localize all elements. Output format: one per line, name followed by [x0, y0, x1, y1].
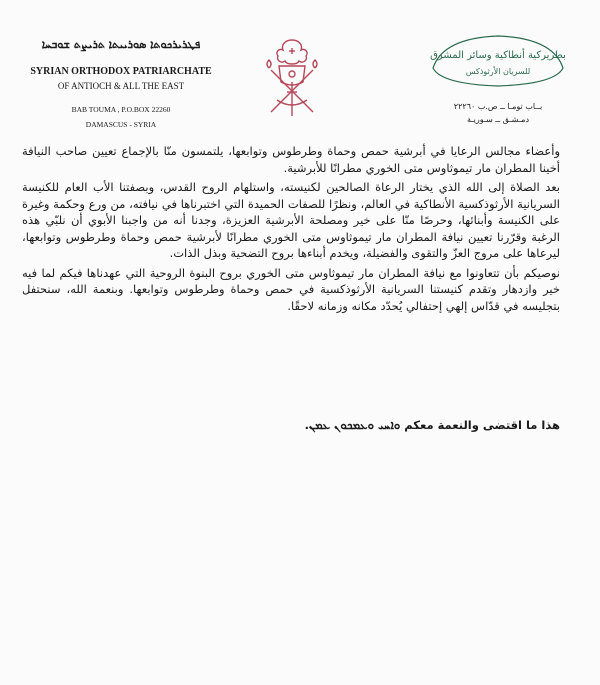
letter-body — [22, 143, 560, 317]
letterhead-right — [408, 30, 588, 124]
letterhead-left — [16, 38, 226, 129]
paragraph-2: بعد الصلاة إلى الله الذي يختار الرعاة الصالحين لكنيسته، واستلهام الروح القدس، وبصفتنا الأب العام للكنيسة السريانية الأرثوذكسية الأنطاكية في العالم، ونظرًا للصفات الحميدة التي اختبرناها في نيافته، من ورع وحكمة وغيرة على الكنيسة وأبنائها، وحرصًا منّا على خير ومصلحة الأبرشية العزيزة، وجدنا أنه من واجبنا الأبوي أن نلبّي هذه الرغبة وقرّرنا تعيين نيافة المطران مار تيموثاوس متى الخوري مطرانًا لأبرشية حمص وحماة وطرطوس وتوابعها، ليرعاها على مروج العزّ والتقوى والفضيلة، ويخدم أبناءها بروح التضحية وبذل الذات. — [22, 180, 560, 260]
closing-line: هذا ما اقتضى والنعمة معكم ܘܐܚܝ ܘܥܡܟܘܢ ܥܡܢ. — [304, 418, 560, 432]
patriarchal-emblem-icon — [257, 36, 327, 120]
paragraph-1: وأعضاء مجالس الرعايا في أبرشية حمص وحماة وطرطوس وتوابعها، يلتمسون منّا بالإجماع تعيين صاحب النيافة أخينا المطران مار تيموثاوس متى الخوري مطرانًا للأبرشية. — [22, 144, 560, 175]
patriarchate-name: SYRIAN ORTHODOX PATRIARCHATE — [30, 66, 212, 77]
arabic-address: بــاب تومـا ــ ص.ب ٢٢٢٦٠ — [453, 102, 543, 111]
address-line: BAB TOUMA , P.O.BOX 22260 — [71, 105, 171, 114]
patriarchate-subtitle: OF ANTIOCH & ALL THE EAST — [57, 81, 185, 91]
city-line: DAMASCUS - SYRIA — [85, 120, 157, 129]
arabic-city: دمـشـق ــ سـوريـة — [466, 115, 530, 124]
calligraphy-seal-icon — [423, 30, 573, 90]
paragraph-3: نوصيكم بأن تتعاونوا مع نيافة المطران مار تيموثاوس متى الخوري بروح البنوة الروحية التي عهدناها فيكم لما فيه خير وازدهار وتقدم كنيستنا السريانية الأرثوذكسية في حمص وحماة وطرطوس وتوابعها. وبنعمة الله، سنحتفل بتجليسه في قدّاس إلهي إحتفالي يُحدّد مكانه وزمانه لاحقًا. — [22, 265, 560, 313]
seal-subtext: للسريان الأرثوذكس — [465, 67, 531, 76]
syriac-title: ܦܛܪܝܪܟܘܬܐ ܣܘܪܝܝܬܐ ܬܪܝܨܬ ܫܘܒܚܐ — [41, 38, 201, 51]
seal-text: بطريركية أنطاكية وسائر المشرق — [430, 50, 566, 61]
